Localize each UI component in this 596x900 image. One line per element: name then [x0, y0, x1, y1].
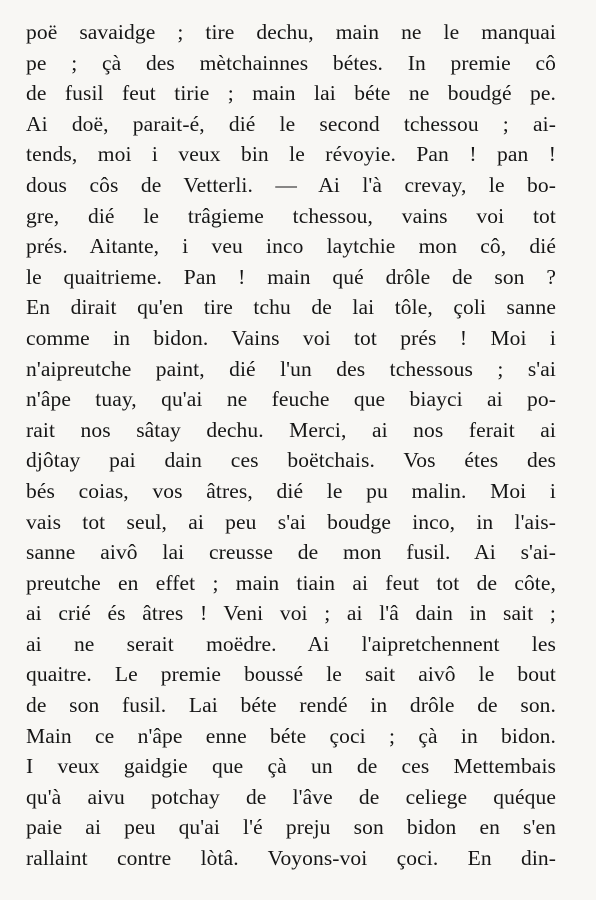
text-line: quaitre. Le premie boussé le sait aivô le bout — [26, 662, 556, 687]
text-line: paie ai peu qu'ai l'é preju son bidon en s'en — [26, 815, 556, 840]
text-line: rallaint contre lòtâ. Voyons-voi çoci. En din- — [26, 846, 556, 871]
text-line: gre, dié le trâgieme tchessou, vains voi tot — [26, 203, 556, 228]
text-line: poë savaidge ; tire dechu, main ne le manquai — [26, 20, 556, 44]
text-line: vais tot seul, ai peu s'ai boudge inco, in l'ais- — [26, 509, 556, 534]
text-line: En dirait qu'en tire tchu de lai tôle, çoli sanne — [26, 295, 556, 320]
text-line: comme in bidon. Vains voi tot prés ! Moi i — [26, 325, 556, 350]
text-line: dous côs de Vetterli. — Ai l'à crevay, le bo- — [26, 172, 556, 197]
text-line: de son fusil. Lai béte rendé in drôle de son. — [26, 693, 556, 718]
text-line: ai crié és âtres ! Veni voi ; ai l'â dain in sait ; — [26, 601, 556, 626]
text-line: bés coias, vos âtres, dié le pu malin. Moi i — [26, 478, 556, 503]
text-line: Main ce n'âpe enne béte çoci ; çà in bidon. — [26, 723, 556, 748]
text-line: de fusil feut tirie ; main lai béte ne boudgé pe. — [26, 81, 556, 106]
text-line: tends, moi i veux bin le révoyie. Pan ! pan ! — [26, 142, 556, 167]
text-line: ai ne serait moëdre. Ai l'aipretchennent les — [26, 631, 556, 656]
text-line: rait nos sâtay dechu. Merci, ai nos ferait ai — [26, 417, 556, 442]
text-line: pe ; çà des mètchainnes bétes. In premie cô — [26, 50, 556, 75]
body-text — [26, 17, 556, 874]
text-line: prés. Aitante, i veu inco laytchie mon cô, dié — [26, 234, 556, 259]
text-line: le quaitrieme. Pan ! main qué drôle de son ? — [26, 264, 556, 289]
text-line: I veux gaidgie que çà un de ces Mettembais — [26, 754, 556, 779]
text-line: n'âpe tuay, qu'ai ne feuche que biayci ai po- — [26, 387, 556, 412]
text-line: n'aipreutche paint, dié l'un des tchessous ; s'ai — [26, 356, 556, 381]
text-line: preutche en effet ; main tiain ai feut tot de côte, — [26, 570, 556, 595]
text-line: djôtay pai dain ces boëtchais. Vos étes des — [26, 448, 556, 473]
text-line: Ai doë, parait-é, dié le second tchessou ; ai- — [26, 111, 556, 136]
text-line: sanne aivô lai creusse de mon fusil. Ai s'ai- — [26, 540, 556, 565]
text-line: qu'à aivu potchay de l'âve de celiege quéque — [26, 784, 556, 809]
